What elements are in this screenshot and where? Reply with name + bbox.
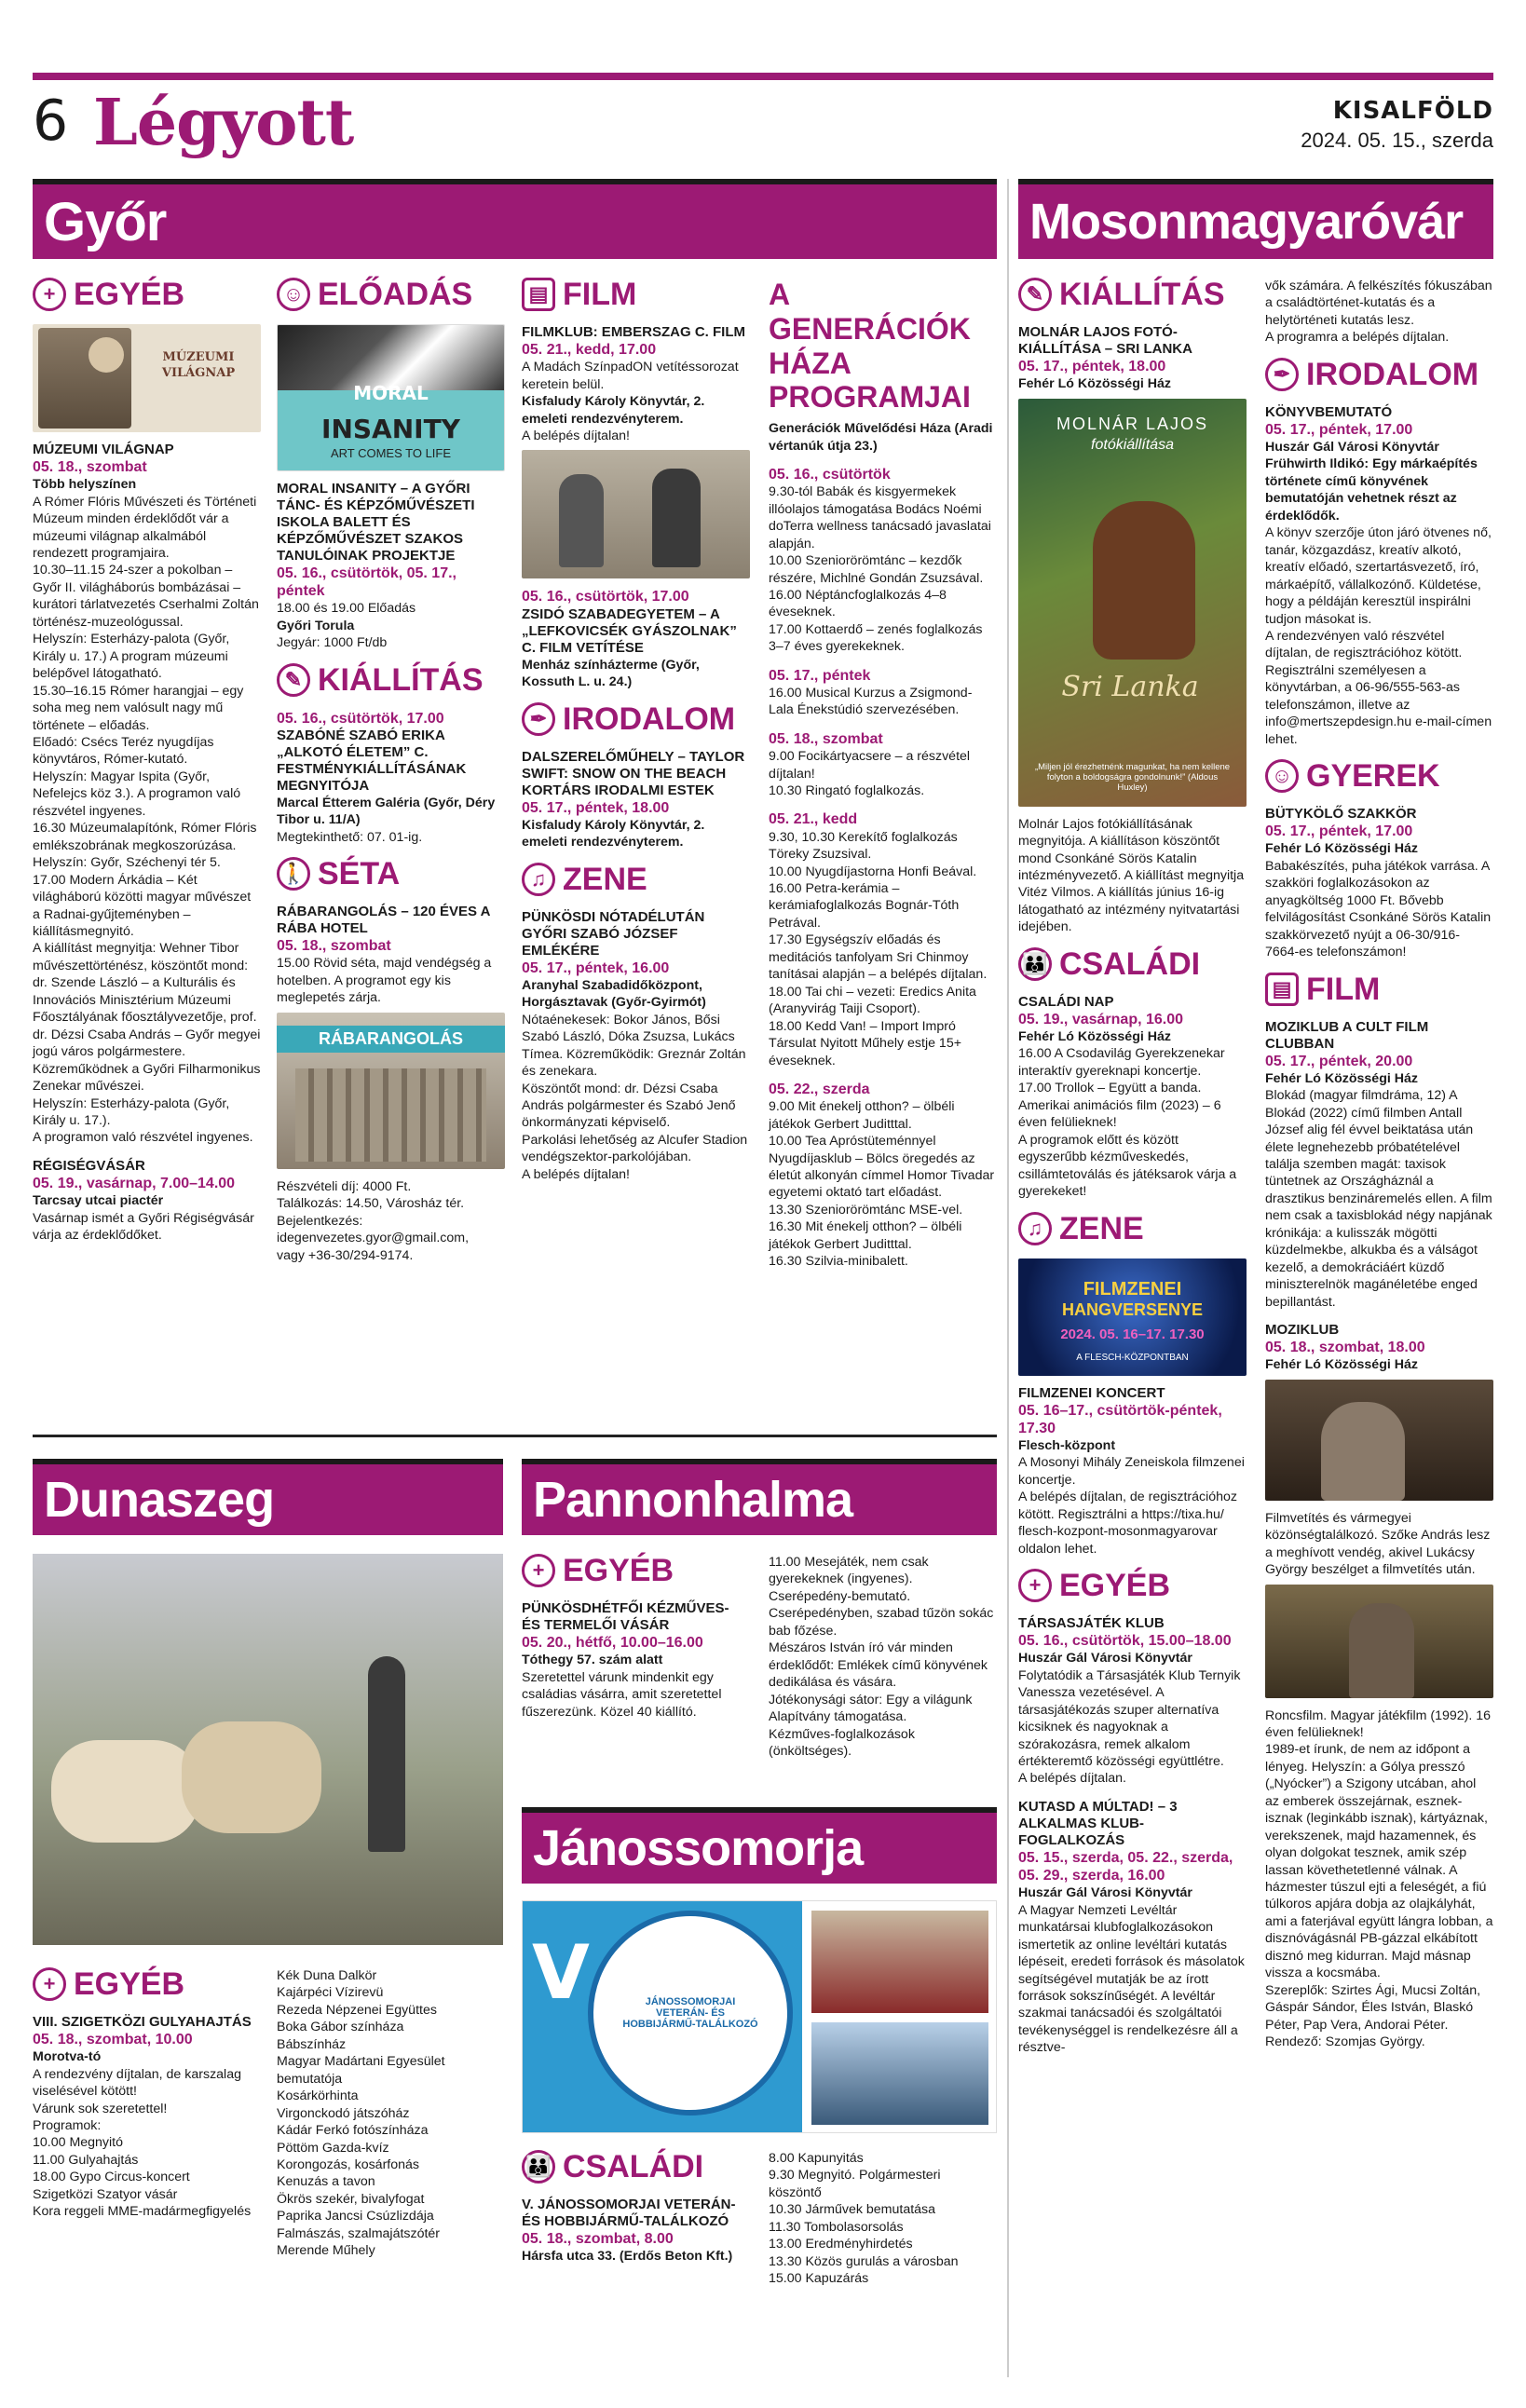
program-item: Korongozás, kosárfonás (277, 2156, 420, 2172)
program-item: 15.00 Kapuzárás (769, 2271, 869, 2287)
event-text: A Rómer Flóris Művészeti és Történeti Múzeum minden érdeklődőt vár a múzeumi világnap alkalmából rendezett programjaira. (33, 494, 257, 561)
poster-word-1: FILMZENEI (1083, 1278, 1182, 1299)
event-text: Babakészítés, puha játékok varrása. A szakköri foglalkozásokon az anyagköltség 1000 Ft. Bővebb felvilágosítást Csonkáné Sörös Katalin szakkörvezető nyújt a 06-30/916-7664-es telefonszámon! (1265, 858, 1492, 960)
event-text: Blokád (magyar filmdráma, 12) A Blokád (2022) című filmben Antall József alig fél évvel beiktatása után élete legnehezebb próbatételével találja szemben magát: taxisok tüntetnek az Országháznál a drasztikus benzináremelés ellen. A film nem csak a taxisblokád négy napjának krónikája: a kulisszák mögötti küzdelmekbe, alkukba és a válságot kezelő, a demokráciáért küzdő miniszterelnök magánéletébe enged bepillantást. (1265, 1088, 1492, 1310)
event-venue: Huszár Gál Városi Könyvtár (1265, 440, 1439, 455)
plus-icon: + (33, 278, 66, 311)
event-title: DALSZERELŐMŰHELY – TAYLOR SWIFT: SNOW ON THE BEACH KORTÁRS IRODALMI ESTEK (522, 748, 745, 798)
event-text: Nótaénekesek: Bokor János, Bősi Szabó László, Dóka Zsuzsa, Lukács Tímea. Közreműködik: Greznár Zoltán és zenekara. (522, 1012, 746, 1080)
event-venue: Morotva-tó (33, 2049, 102, 2065)
event-text: A programon való részvétel ingyenes. (33, 1130, 253, 1146)
event-venue: Fehér Ló Közösségi Ház (1265, 1357, 1418, 1373)
program-item: Jótékonysági sátor: Egy a világunk Alapítvány támogatása. (769, 1692, 973, 1725)
event-text: 11.00 Gulyahajtás (33, 2152, 139, 2168)
program-item: 10.30 Járművek bemutatása (769, 2202, 936, 2218)
poster-artist: MOLNÁR LAJOS (1056, 414, 1209, 433)
event-text: 10.00 Szeniorörömtánc – kezdők részére, Michlné Gondán Zsuzsával. (769, 553, 984, 586)
gyor-band (33, 179, 997, 259)
program-item: Falmászás, szalmajátszótér (277, 2225, 441, 2241)
person-figure (1321, 1402, 1405, 1501)
event-title: SZABÓNÉ SZABÓ ERIKA „ALKOTÓ ÉLETEM” C. FESTMÉNYKIÁLLÍTÁSÁNAK MEGNYITÓJA (277, 727, 467, 794)
event-text: Roncsfilm. Magyar játékfilm (1992). 16 éven felülieknek! (1265, 1707, 1492, 1740)
event-text: Szeretettel várunk mindenkit egy családias vásárra, amit szeretettel fűszerezünk. Közel 40 kiállító. (522, 1669, 722, 1720)
event-date: 05. 17., péntek, 20.00 (1265, 1053, 1413, 1069)
event-date: 05. 18., szombat (33, 459, 147, 475)
mmovar-band (1018, 179, 1493, 259)
moral-insanity-poster (277, 324, 505, 471)
category-film: ▤ FILM (522, 278, 750, 311)
category-gyerek: ☺ GYEREK (1265, 759, 1493, 793)
event-text: A belépés díjtalan, de regisztrációhoz kötött. Regisztrálni a https://tixa.hu/ flesch-kozpont-mosonmagyarovar oldalon lehet. (1018, 1490, 1238, 1557)
rabarangolas-banner: RÁBARANGOLÁS (277, 1026, 505, 1053)
event-text: Várunk sok szeretettel! (33, 2101, 168, 2116)
event-text: 16.30 Mit énekelj otthon? – ölbéli játékok Gerbert Juditttal. (769, 1219, 962, 1252)
event-text: Helyszín: Esterházy-palota (Győr, Király u. 17.) A program múzeumi belépővel látogatható. (33, 632, 230, 682)
event-text: 10.30–11.15 24-szer a pokolban – Győr II. világháborús bombázásai – kurátori tárlatvezetés Cserhalmi Zoltán történész-muzeológussal. (33, 563, 259, 630)
program-item: Kék Duna Dalkör (277, 1968, 377, 1983)
event-venue: Flesch-központ (1018, 1437, 1116, 1453)
event-title: V. JÁNOSSOMORJAI VETERÁN- ÉS HOBBIJÁRMŰ-TALÁLKOZÓ (522, 2197, 736, 2229)
event-date: 05. 17., péntek (769, 667, 871, 684)
roncsfilm-still (1265, 1585, 1493, 1698)
event-text: 15.30–16.15 Rómer harangjai – egy soha meg nem valósult nagy mű története – előadás. (33, 683, 244, 733)
category-egyeb: + EGYÉB (33, 1967, 261, 2001)
child-face-icon: ☺ (1265, 759, 1299, 793)
film-still-image (522, 450, 750, 578)
program-item: Kajárpéci Vízirevü (277, 1985, 384, 2001)
event-title: MOLNÁR LAJOS FOTÓ-KIÁLLÍTÁSA – SRI LANKA (1018, 324, 1192, 357)
event-text: A belépés díjtalan. (1018, 1771, 1126, 1787)
event-venue: Tóthegy 57. szám alatt (522, 1653, 663, 1668)
poster-dates: 2024. 05. 16–17. 17.30 (1060, 1326, 1205, 1342)
event-text: 18.00 Tai chi – vezeti: Eredics Anita (Aranyvirág Taiji Csoport). (769, 984, 976, 1017)
category-film: ▤ FILM (1265, 973, 1493, 1006)
event-text: A könyv szerzője úton járó ötvenes nő, tanár, közgazdász, kreatív alkotó, kreatív előadó, szertartásvezető, író, márkaépítő, vállalkozónő. Küldetése, hogy a példáján keresztül inspirálni tudjon másokat is. (1265, 525, 1492, 627)
film-reel-icon: ▤ (522, 278, 555, 311)
event-text: 16.00 Petra-kerámia – kerámiafoglalkozás Bognár-Tóth Petrával. (769, 881, 960, 931)
event-text: 9.30-tól Babák és kisgyermekek illóolajos támogatása Bodács Noémi doTerra wellness tanácsadó javaslatai alapján. (769, 484, 991, 551)
event-date: 05. 17., péntek, 18.00 (522, 799, 670, 816)
event-text: 16.00 Musical Kurzus a Zsigmond-Lala Énekstúdió szervezésében. (769, 686, 973, 718)
event-text: A belépés díjtalan! (522, 1166, 630, 1182)
event-date: 05. 16., csütörtök (769, 467, 891, 483)
event-text: 17.00 Kottaerdő – zenés foglalkozás 3–7 éves gyerekeknek. (769, 621, 983, 655)
event-venue: Fehér Ló Közösségi Ház (1018, 1029, 1171, 1044)
event-text: 10.00 Nyugdíjastorna Honfi Beával. (769, 864, 977, 879)
event-date: 05. 20., hétfő, 10.00–16.00 (522, 1635, 703, 1651)
pannonhalma-title: Pannonhalma (533, 1472, 853, 1528)
vehicle-crowd-photo (811, 2022, 988, 2125)
szoke-andras-photo (1265, 1380, 1493, 1501)
event-venue: Generációk Művelődési Háza (Aradi vértanúk útja 23.) (769, 421, 993, 454)
film-reel-icon: ▤ (1265, 973, 1299, 1006)
raba-hotel-image (277, 1013, 505, 1169)
event-text: Részvételi díj: 4000 Ft. (277, 1178, 412, 1194)
program-item: Cserépedény-bemutató. Cserépedényben, szabad tűzön sokác bab főzése. (769, 1588, 994, 1639)
event-text: A rendezvényen való részvétel díjtalan, de regisztrációhoz kötött. Regisztrálni személyesen a könyvtárban, a 06-96/555-563-as telefonszámon, illetve az info@mertszepdesign.hu e-mail-címen lehet. (1265, 628, 1492, 747)
film-figure-2 (652, 469, 701, 567)
cattle-figure (51, 1740, 200, 1843)
vintage-car-photo (811, 1911, 988, 2013)
pannonhalma-col-1 (522, 1554, 750, 1721)
top-rule (33, 73, 1493, 80)
poster-venue: A FLESCH-KÖZPONTBAN (1076, 1352, 1189, 1363)
event-text: 10.00 Megnyitó (33, 2135, 124, 2151)
event-title: PÜNKÖSDHÉTFŐI KÉZMŰVES- ÉS TERMELŐI VÁSÁR (522, 1600, 729, 1633)
event-text: A programok előtt és között egyszerűbb kézműveskedés, csillámtetoválás és játéksarok várja a gyerekeket! (1018, 1132, 1237, 1200)
family-icon: 👪 (1018, 947, 1052, 981)
music-note-icon: ♫ (1018, 1212, 1052, 1245)
category-kiallitas: ✎ KIÁLLÍTÁS (277, 663, 505, 697)
event-text: 17.30 Egységszív előadás és meditációs tanfolyam Sri Chinmoy tanításai alapján – a belépés díjtalan. (769, 932, 988, 983)
event-text: 10.30 Ringató foglalkozás. (769, 783, 925, 798)
program-item: 8.00 Kapunyitás (769, 2151, 864, 2166)
cattle-figure (182, 1721, 321, 1833)
gyor-col-4 (769, 278, 997, 1271)
category-eloadas: ☺ ELŐADÁS (277, 278, 505, 311)
brand-logo: KISALFÖLD (1332, 97, 1493, 125)
poster-roman-five: V (532, 1929, 590, 2016)
event-title: RÉGISÉGVÁSÁR (33, 1157, 145, 1174)
event-text: Frühwirth Ildikó: Egy márkaépítés története című könyvének bemutatóján vehetnek részt az érdeklődők. (1265, 456, 1478, 524)
event-text: 18.00 Kedd Van! – Import Impró Társulat Nyitott Műhely estje 15+ éveseknek. (769, 1018, 961, 1068)
event-date: 05. 16., csütörtök, 05. 17., péntek (277, 565, 456, 600)
event-venue: Huszár Gál Városi Könyvtár (1018, 1651, 1192, 1667)
event-title: FILMZENEI KONCERT (1018, 1384, 1165, 1401)
event-text: A Madách SzínpadON vetítéssorozat keretein belül. (522, 360, 739, 392)
hotel-facade (295, 1068, 486, 1162)
program-item: Ökrös szekér, bivalyfogat (277, 2191, 425, 2207)
child-figure (1093, 501, 1195, 660)
category-kiallitas: ✎ KIÁLLÍTÁS (1018, 278, 1247, 311)
program-item: 11.30 Tombolasorsolás (769, 2219, 904, 2235)
event-date: 05. 18., szombat (769, 730, 883, 747)
music-note-icon: ♫ (522, 863, 555, 896)
family-icon: 👪 (522, 2150, 555, 2184)
mmovar-title: Mosonmagyaróvár (1029, 194, 1464, 250)
event-text: Előadó: Csécs Teréz nyugdíjas könyvtáros, Rómer-kutató. (33, 734, 214, 768)
event-title: MOZIKLUB A CULT FILM CLUBBAN (1265, 1018, 1429, 1052)
program-item: Virgonckodó játszóház (277, 2105, 410, 2121)
event-text: Helyszín: Győr, Széchenyi tér 5. (33, 855, 221, 871)
event-text: 9.30, 10.30 Kerekítő foglalkozás Töreky Zsuzsival. (769, 829, 958, 863)
program-item: 9.30 Megnyitó. Polgármesteri köszöntő (769, 2168, 941, 2200)
category-irodalom: ✒ IRODALOM (522, 702, 750, 736)
event-text: A Magyar Nemzeti Levéltár munkatársai klubfoglalkozásokon ismertetik az online levéltári kutatás lépéseit, eredeti források és másolatok segítségével mutatják be az írott források sokszínűségét. A levéltár szakmai tanácsadói és szolgáltatói tevékenységgel is rendelkezésre áll a résztve- (1018, 1902, 1245, 2056)
janossomorja-col-1 (522, 2150, 750, 2265)
event-text: Filmvetítés és vármegyei közönségtalálkozó. Szőke András lesz a meghívott vendég, akivel Lukácsy György beszélget a filmvetítés után. (1265, 1510, 1491, 1578)
program-item: Paprika Jancsi Csúzlizdája (277, 2209, 434, 2224)
event-title: KÖNYVBEMUTATÓ (1265, 403, 1393, 420)
event-text: Köszöntőt mond: dr. Dézsi Csaba András polgármester és Szabó Jenő önkormányzati képviselő. (522, 1081, 736, 1131)
program-item: Kosárkörhinta (277, 2088, 359, 2104)
event-text: Bejelentkezés: (277, 1213, 363, 1229)
event-title: MOZIKLUB (1265, 1322, 1340, 1339)
event-text: Találkozás: 14.50, Városház tér. (277, 1196, 465, 1212)
event-text: Szereplők: Szirtes Ági, Mucsi Zoltán, Gáspár Sándor, Éles István, Blaskó Péter, Pap Vera, Andorai Péter. Rendező: Szomjas György. (1265, 1982, 1481, 2050)
theatre-masks-icon: ☺ (277, 278, 310, 311)
program-item: Merende Műhely (277, 2243, 375, 2259)
poster-subtitle: fotókiállítása (1091, 436, 1174, 453)
event-title: CSALÁDI NAP (1018, 993, 1114, 1010)
category-seta: 🚶 SÉTA (277, 857, 505, 891)
program-item: 11.00 Mesejáték, nem csak gyerekeknek (ingyenes). (769, 1555, 929, 1587)
poster-word-2: INSANITY (321, 414, 460, 444)
event-venue: Hársfa utca 33. (Erdős Beton Kft.) (522, 2249, 733, 2265)
gyor-col-2 (277, 278, 505, 1264)
event-text: Jegyár: 1000 Ft/db (277, 635, 388, 651)
event-text: Molnár Lajos fotókiállításának megnyitója. A kiállításon köszöntőt mond Csonkáné Sörös Katalin intézményvezető. A kiállítást megnyitja Vitéz Vilmos. A kiállítás június 16-ig látogatható az intézmény nyitvatartási idejében. (1018, 816, 1245, 935)
event-text: Szigetközi Szatyor vásár (33, 2186, 178, 2202)
portrait-face (89, 337, 124, 373)
event-text: Helyszín: Magyar Ispita (Győr, Nefelejcs köz 3.). A programon való részvétel ingyenes. (33, 769, 241, 819)
janossomorja-col-2 (769, 2150, 997, 2288)
event-date: 05. 19., vasárnap, 16.00 (1018, 1011, 1184, 1027)
gyor-title: Győr (44, 191, 167, 252)
event-date: 05. 17., péntek, 18.00 (1018, 359, 1166, 374)
event-date: 05. 22., szerda (769, 1081, 870, 1097)
event-text: Kora reggeli MME-madármegfigyelés (33, 2204, 252, 2220)
event-date: 05. 17., péntek, 17.00 (1265, 823, 1413, 840)
generaciok-haza-title: A GENERÁCIÓK HÁZA PROGRAMJAI (769, 278, 971, 415)
program-item: 13.30 Közös gurulás a városban (769, 2253, 959, 2269)
event-title: TÁRSASJÁTÉK KLUB (1018, 1615, 1165, 1632)
film-figure-1 (559, 474, 604, 567)
event-venue: Győri Torula (277, 618, 355, 633)
event-text: 16.00 Néptáncfoglalkozás 4–8 éveseknek. (769, 588, 947, 620)
walking-person-icon: 🚶 (277, 857, 310, 891)
issue-date: 2024. 05. 15., szerda (1301, 129, 1493, 152)
brush-icon: ✎ (277, 663, 310, 697)
program-item: 13.00 Eredményhirdetés (769, 2237, 913, 2252)
phone-number: vagy +36-30/294-9174. (277, 1247, 414, 1263)
event-text: 1989-et írunk, de nem az időpont a lényeg. Helyszín: a Gólya presszó („Nyócker”) a Szigony utcában, ahol az emberek összejárnak, esznek-isznak (leginkább isznak), kártyáznak, verekszenek, majd hazamennek, és olyan dolgokat tesznek, amik szép lassan követhetetlenné válnak. A házmester túszul ejti a feleségét, a fiú túlkoros apjára dobja az olajkályhát, ami a faterjával együtt lángra lobban, a disznóvágásnál PB-gázzal elkábított disznó meg kidurran. Majd másnap vissza a kocsmába. (1265, 1742, 1493, 1981)
dunaszeg-col-2 (277, 1967, 505, 2260)
program-item: Boka Gábor színháza (277, 2020, 404, 2035)
program-item: Kenuzás a tavon (277, 2174, 375, 2190)
pannonhalma-band (522, 1459, 997, 1535)
category-egyeb: + EGYÉB (1018, 1569, 1247, 1602)
mmovar-col-2 (1265, 278, 1493, 2051)
janossomorja-title: Jánossomorja (533, 1820, 864, 1876)
event-date: 05. 19., vasárnap, 7.00–14.00 (33, 1175, 236, 1191)
event-text: vők számára. A felkészítés fókuszában a családtörténet-kutatás és a helytörténeti kutatás lesz. (1265, 279, 1492, 328)
column-rule (1007, 179, 1009, 2377)
event-date: 05. 18., szombat, 10.00 (33, 2032, 193, 2047)
event-text: Megtekinthető: 07. 01-ig. (277, 829, 423, 845)
event-text: A programra a belépés díjtalan. (1265, 330, 1450, 346)
poster-tagline: ART COMES TO LIFE (330, 446, 452, 460)
event-date: 05. 18., szombat, 8.00 (522, 2231, 674, 2247)
event-title: RÁBARANGOLÁS – 120 ÉVES A RÁBA HOTEL (277, 904, 490, 937)
event-date: 05. 21., kedd (769, 811, 858, 828)
event-venue: Fehér Ló Közösségi Ház (1018, 376, 1171, 392)
event-venue: Fehér Ló Közösségi Ház (1265, 1070, 1418, 1086)
film-concert-poster (1018, 1258, 1247, 1376)
event-text: 15.00 Rövid séta, majd vendégség a hotelben. A programot egy kis meglepetés zárja. (277, 956, 492, 1006)
event-date: 05. 17., péntek, 16.00 (522, 959, 670, 976)
event-text: 9.00 Mit énekelj otthon? – ölbéli játékok Gerbert Juditttal. (769, 1099, 955, 1132)
museum-day-image (33, 324, 261, 432)
event-title: KUTASD A MÚLTAD! – 3 ALKALMAS KLUB-FOGLALKOZÁS (1018, 1798, 1178, 1848)
section-title: Légyott (93, 86, 354, 160)
section-divider (33, 1435, 997, 1437)
museum-logo: MÚZEUMI VILÁGNAP (161, 350, 236, 380)
herder-figure (368, 1656, 405, 1852)
event-venue: Menház színházterme (Győr, Kossuth L. u. 24.) (522, 657, 700, 690)
event-text: 17.00 Trollok – Együtt a banda. Amerikai animációs film (2023) – 6 éven felülieknek! (1018, 1081, 1221, 1131)
category-csaladi: 👪 CSALÁDI (522, 2150, 750, 2184)
dunaszeg-title: Dunaszeg (44, 1472, 275, 1528)
plus-icon: + (33, 1967, 66, 2001)
event-title: FILMKLUB: EMBERSZAG C. FILM (522, 324, 745, 340)
category-zene: ♫ ZENE (1018, 1212, 1247, 1245)
event-date: 05. 16., csütörtök, 17.00 (522, 589, 689, 605)
mmovar-col-1 (1018, 278, 1247, 2057)
program-item: Mészáros István író vár minden érdeklődőt: Emlékek című könyvének dedikálása és vására. (769, 1640, 988, 1691)
event-venue: Aranyhal Szabadidőközpont, Horgásztavak (Győr-Gyirmót) (522, 977, 706, 1011)
event-text: A Mosonyi Mihály Zeneiskola filmzenei koncertje. (1018, 1455, 1245, 1488)
veteran-vehicle-poster (522, 1900, 997, 2133)
event-title: MÚZEUMI VILÁGNAP (33, 442, 174, 457)
plus-icon: + (1018, 1569, 1052, 1602)
event-text: A belépés díjtalan! (522, 429, 630, 443)
event-text: Helyszín: Esterházy-palota (Győr, Király u. 17.). (33, 1095, 230, 1128)
event-text: 16.30 Szilvia-minibalett. (769, 1254, 908, 1270)
dunaszeg-band (33, 1459, 503, 1535)
program-item: Magyar Madártani Egyesület bemutatója (277, 2054, 445, 2087)
event-date: 05. 21., kedd, 17.00 (522, 342, 657, 358)
event-text: 17.00 Modern Árkádia – Két világháború közötti magyar művészet a Radnai-gyűjteményben – kiállításmegnyitó. (33, 872, 252, 939)
program-item: Bábszínház (277, 2036, 347, 2052)
program-item: Rezeda Népzenei Együttes (277, 2002, 437, 2018)
poster-quote: „Miljen jól érezhetnénk magunkat, ha nem kellene folyton a boldogságra gondolnunk!” (Aldous Huxley) (1034, 761, 1231, 794)
event-text: Vasárnap ismét a Győri Régiségvásár várja az érdeklődőket. (33, 1210, 254, 1243)
cattle-drive-photo (33, 1554, 503, 1945)
category-zene: ♫ ZENE (522, 863, 750, 896)
event-title: ZSIDÓ SZABADEGYETEM – A „LEFKOVICSÉK GYÁSZOLNAK” C. FILM VETÍTÉSE (522, 605, 737, 656)
gyor-col-1 (33, 278, 261, 1244)
event-date: 05. 18., szombat (277, 938, 391, 955)
email-address: idegenvezetes.gyor@gmail.com, (277, 1231, 470, 1246)
category-egyeb: + EGYÉB (33, 278, 261, 311)
category-egyeb: + EGYÉB (522, 1554, 750, 1587)
pen-icon: ✒ (1265, 358, 1299, 391)
event-date: 05. 17., péntek, 17.00 (1265, 421, 1413, 438)
event-date: 05. 16., csütörtök, 15.00–18.00 (1018, 1633, 1232, 1650)
event-text: 16.00 A Csodavilág Gyerekzenekar interaktív gyereknapi koncertje. (1018, 1046, 1225, 1079)
event-venue: Kisfaludy Károly Könyvtár, 2. emeleti rendezvényterem. (522, 394, 705, 427)
event-venue: Kisfaludy Károly Könyvtár, 2. emeleti rendezvényterem. (522, 817, 705, 850)
event-text: 10.00 Tea Apróstüteménnyel Nyugdíjasklub – Bölcs öregedés az életút alkonyán címmel Homor Tivadar egyetemi oktató tart előadást. (769, 1134, 995, 1201)
poster-word-1: MORAL (353, 382, 429, 404)
event-venue: Tarcsay utcai piactér (33, 1193, 164, 1209)
event-date: 05. 16., csütörtök, 17.00 (277, 710, 444, 727)
janossomorja-band (522, 1807, 997, 1884)
event-venue: Marcal Étterem Galéria (Győr, Déry Tibor u. 11/A) (277, 795, 496, 828)
film-figure (1349, 1603, 1414, 1698)
event-text: 9.00 Focikártyacsere – a részvétel díjtalan! (769, 749, 971, 782)
event-text: Közreműködnek a Győri Filharmonikus Zenekar művészei. (33, 1061, 261, 1095)
event-text: Parkolási lehetőség az Alcufer Stadion vendégszektor-parkolójában. (522, 1132, 748, 1165)
dunaszeg-col-1 (33, 1967, 261, 2221)
poster-seal: JÁNOSSOMORJAI VETERÁN- ÉS HOBBIJÁRMŰ-TALÁLKOZÓ (588, 1911, 793, 2116)
program-item: Kézműves-foglalkozások (önköltséges). (769, 1726, 915, 1759)
event-venue: Több helyszínen (33, 477, 137, 493)
category-irodalom: ✒ IRODALOM (1265, 358, 1493, 391)
event-date: 05. 18., szombat, 18.00 (1265, 1340, 1425, 1356)
event-title: MORAL INSANITY – A GYŐRI TÁNC- ÉS KÉPZŐMŰVÉSZETI ISKOLA BALETT ÉS KÉPZŐMŰVÉSZET SZAKOS TANULÓINAK PROJEKTJE (277, 481, 475, 564)
event-venue: Fehér Ló Közösségi Ház (1265, 841, 1418, 857)
event-text: A rendezvény díjtalan, de karszalag viselésével kötött! (33, 2066, 241, 2100)
brush-icon: ✎ (1018, 278, 1052, 311)
event-text: 18.00 Gypo Circus-koncert (33, 2170, 190, 2185)
page-number: 6 (33, 88, 69, 154)
pen-icon: ✒ (522, 702, 555, 736)
sri-lanka-poster (1018, 399, 1247, 807)
event-text: Folytatódik a Társasjáték Klub Ternyik Vanessza vezetésével. A társasjátékozás szuper alternatíva kicsiknek és nagyoknak a szórakozásra, remek alkalom értékteremtő közösségi együttlétre. (1018, 1667, 1241, 1769)
event-date: 05. 15., szerda, 05. 22., szerda, 05. 29., szerda, 16.00 (1018, 1849, 1233, 1884)
event-date: 05. 16–17., csütörtök-péntek, 17.30 (1018, 1402, 1222, 1436)
plus-icon: + (522, 1554, 555, 1587)
event-venue: Huszár Gál Városi Könyvtár (1018, 1885, 1192, 1901)
event-text: 18.00 és 19.00 Előadás (277, 601, 416, 617)
event-text: 16.30 Múzeumalapítónk, Rómer Flóris emlékszobrának megkoszorúzása. (33, 821, 257, 853)
poster-word-2: HANGVERSENYE (1061, 1299, 1204, 1319)
poster-caption: Sri Lanka (1061, 670, 1199, 703)
event-title: PÜNKÖSDI NÓTADÉLUTÁN GYŐRI SZABÓ JÓZSEF EMLÉKÉRE (522, 908, 705, 959)
pannonhalma-col-2 (769, 1554, 997, 1760)
masthead (1301, 97, 1493, 153)
event-title: VIII. SZIGETKÖZI GULYAHAJTÁS (33, 2014, 252, 2030)
program-item: Pöttöm Gazda-kvíz (277, 2140, 389, 2156)
event-title: BÜTYKÖLŐ SZAKKÖR (1265, 806, 1417, 823)
category-csaladi: 👪 CSALÁDI (1018, 947, 1247, 981)
event-text: 13.30 Szeniorörömtánc MSE-vel. (769, 1202, 963, 1218)
program-item: Kádár Ferkó fotószínháza (277, 2123, 429, 2139)
gyor-col-3 (522, 278, 750, 1183)
event-text: Programok: (33, 2118, 102, 2133)
event-text: A kiállítást megnyitja: Wehner Tibor művészettörténész, köszöntőt mond: dr. Szende László – a Kulturális és Innovációs Minisztérium Múzeumi Főosztályának főosztályvezetője, prof. dr. Dézsi Csaba András – Győr megyei jogú város polgármestere. (33, 941, 261, 1060)
